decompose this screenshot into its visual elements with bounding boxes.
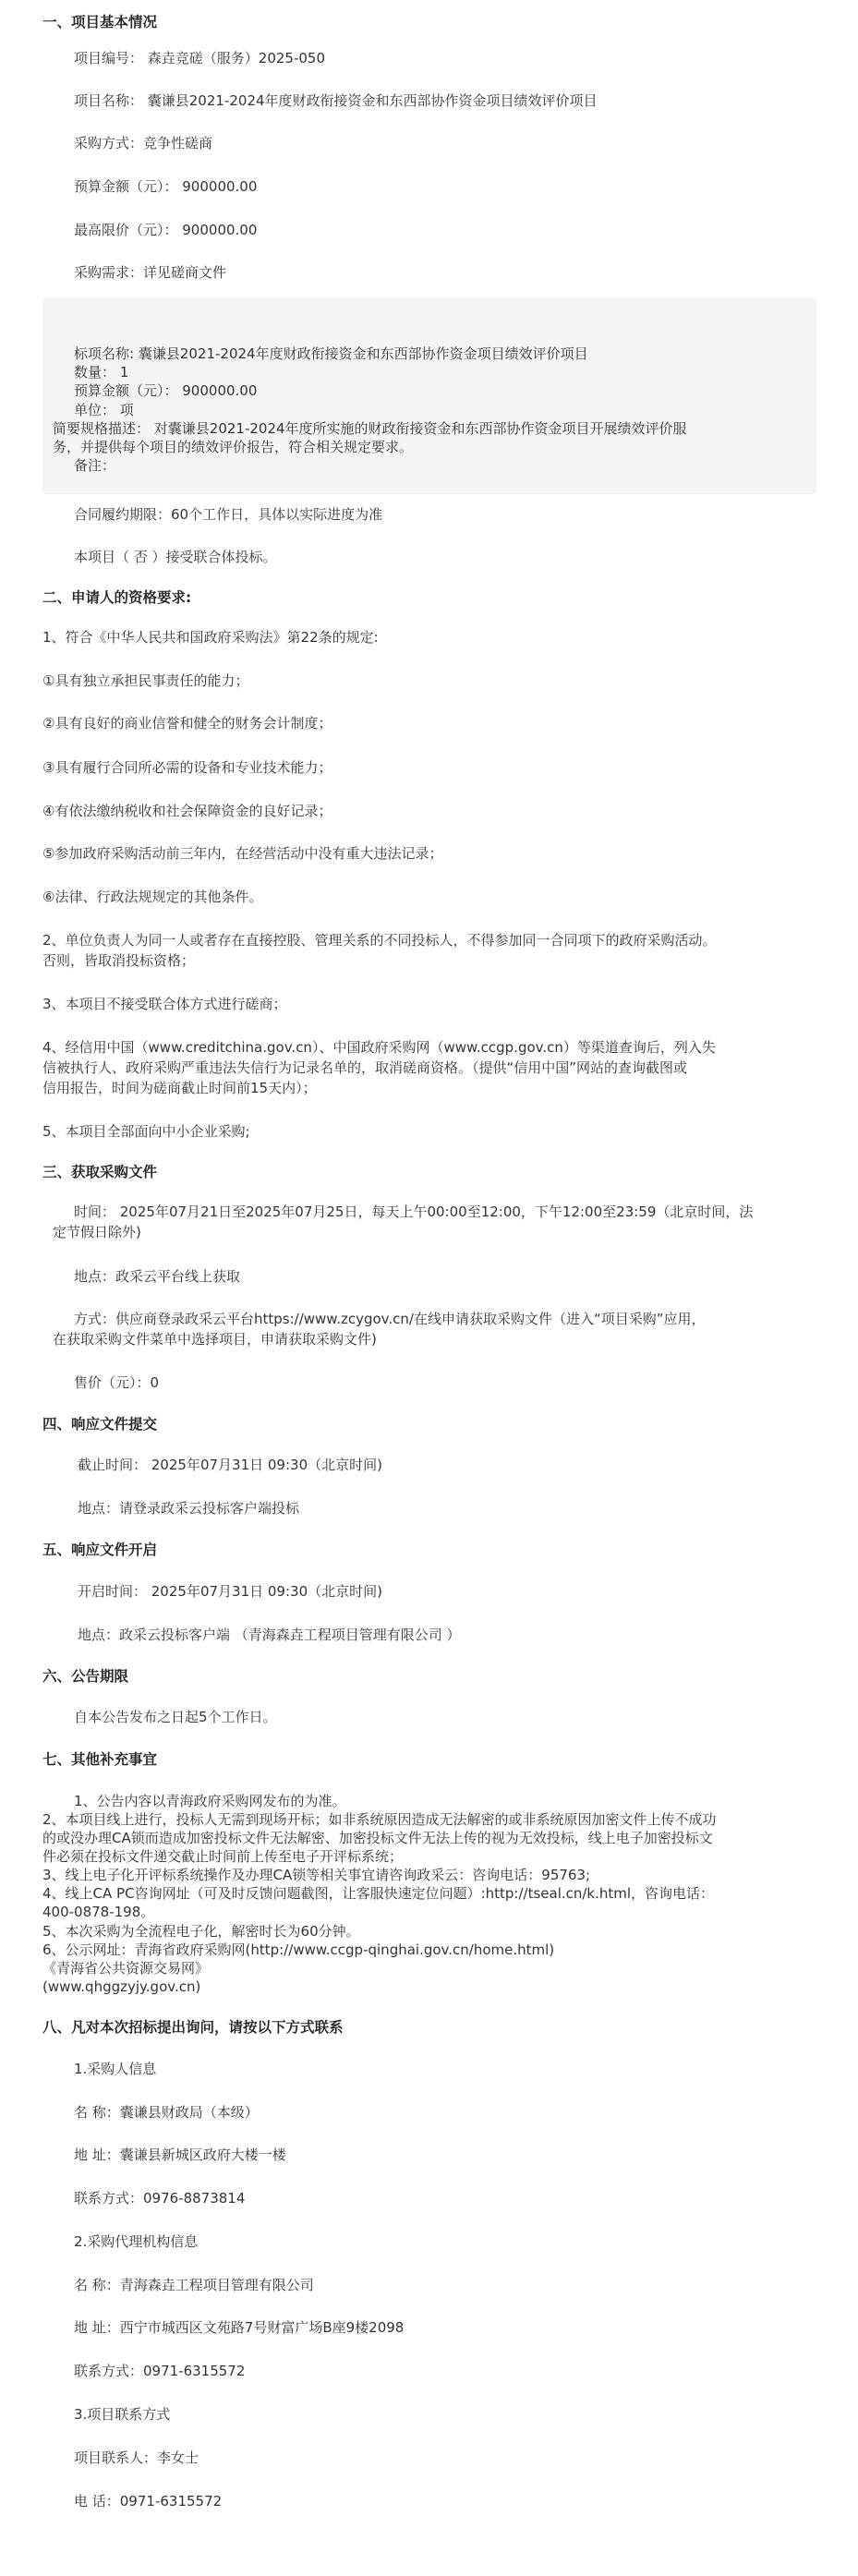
project-name: 项目名称： 囊谦县2021-2024年度财政衔接资金和东西部协作资金项目绩效评价项目 xyxy=(74,92,598,109)
supplement-line-6: 4、线上CA PC咨询网址（可及时反馈问题截图，让客服快速定位问题）:http://tseal.cn/k.html，咨询电话： xyxy=(42,1885,715,1902)
supplement-line-5: 3、线上电子化开评标系统操作及办理CA锁等相关事宜请咨询政采云：咨询电话：95763; xyxy=(42,1867,591,1883)
section-1-heading: 一、项目基本情况 xyxy=(42,14,158,30)
condition-1: ①具有独立承担民事责任的能力； xyxy=(42,672,249,689)
document-price: 售价（元）：0 xyxy=(74,1374,160,1391)
section-3-heading: 三、获取采购文件 xyxy=(42,1164,158,1180)
lot-spec-line1: 简要规格描述： 对囊谦县2021-2024年度所实施的财政衔接资金和东西部协作资金项目开展绩效评价服 xyxy=(53,420,687,437)
qualification-item-4-line2: 信被执行人、政府采购严重违法失信行为记录名单的，取消磋商资格。（提供“信用中国”网站的查询截图或 xyxy=(42,1059,688,1076)
lot-name: 标项名称: 囊谦县2021-2024年度财政衔接资金和东西部协作资金项目绩效评价项目 xyxy=(74,345,588,362)
budget-amount: 预算金额（元）： 900000.00 xyxy=(74,178,258,195)
supplement-line-1: 1、公告内容以青海政府采购网发布的为准。 xyxy=(74,1793,346,1809)
section-5-heading: 五、响应文件开启 xyxy=(42,1542,158,1558)
qualification-item-4-line3: 信用报告，时间为磋商截止时间前15天内）； xyxy=(42,1080,317,1096)
condition-3: ③具有履行合同所必需的设备和专业技术能力； xyxy=(42,759,332,776)
opening-time: 开启时间： 2025年07月31日 09:30（北京时间) xyxy=(78,1583,382,1600)
supplement-line-3: 的或没办理CA锁而造成加密投标文件无法解密、加密投标文件无法上传的视为无效投标，线上电子加密投标文 xyxy=(42,1830,713,1846)
supplement-line-4: 件必须在投标文件递交截止时间前上传至电子开评标系统； xyxy=(42,1848,404,1865)
acquire-place: 地点：政采云平台线上获取 xyxy=(74,1268,241,1285)
purchaser-info-title: 1.采购人信息 xyxy=(74,2061,157,2077)
section-8-heading: 八、凡对本次招标提出询问，请按以下方式联系 xyxy=(42,2019,344,2036)
section-7-heading: 七、其他补充事宜 xyxy=(42,1751,158,1768)
agency-phone: 联系方式：0971-6315572 xyxy=(74,2363,246,2379)
condition-2: ②具有良好的商业信誉和健全的财务会计制度； xyxy=(42,715,332,732)
acquire-time-line1: 时间： 2025年07月21日至2025年07月25日，每天上午00:00至12:00，下午12:00至23:59（北京时间，法 xyxy=(74,1203,754,1220)
consortium-note: 本项目（ 否 ）接受联合体投标。 xyxy=(74,549,277,565)
procurement-method: 采购方式：竞争性磋商 xyxy=(74,135,213,151)
condition-5: ⑤参加政府采购活动前三年内，在经营活动中没有重大违法记录； xyxy=(42,845,443,862)
lot-remark: 备注： xyxy=(74,457,116,474)
section-6-heading: 六、公告期限 xyxy=(42,1668,129,1685)
contract-period: 合同履约期限：60个工作日，具体以实际进度为准 xyxy=(74,506,383,523)
supplement-line-2: 2、本项目线上进行，投标人无需到现场开标；如非系统原因造成无法解密的或非系统原因加密文件上传不成功 xyxy=(42,1811,717,1828)
notice-period: 自本公告发布之日起5个工作日。 xyxy=(74,1709,277,1725)
lot-quantity: 数量： 1 xyxy=(74,364,129,381)
qualification-item-4-line1: 4、经信用中国（www.creditchina.gov.cn）、中国政府采购网（www.ccgp.gov.cn）等渠道查询后，列入失 xyxy=(42,1039,716,1056)
lot-budget: 预算金额（元）： 900000.00 xyxy=(74,382,258,399)
lot-unit: 单位： 项 xyxy=(74,402,134,418)
submission-place: 地点：请登录政采云投标客户端投标 xyxy=(78,1500,300,1517)
max-price: 最高限价（元）： 900000.00 xyxy=(74,222,258,238)
qualification-item-3: 3、本项目不接受联合体方式进行磋商； xyxy=(42,996,287,1012)
qualification-item-2-line2: 否则，皆取消投标资格； xyxy=(42,952,196,969)
condition-4: ④有依法缴纳税收和社会保障资金的良好记录； xyxy=(42,803,332,819)
project-contact-person: 项目联系人：李女士 xyxy=(74,2449,199,2466)
agency-name: 名 称：青海森垚工程项目管理有限公司 xyxy=(74,2277,314,2293)
section-2-heading: 二、申请人的资格要求: xyxy=(42,589,192,606)
qualification-item-5: 5、本项目全部面向中小企业采购; xyxy=(42,1123,250,1140)
acquire-way-line2: 在获取采购文件菜单中选择项目，申请获取采购文件) xyxy=(53,1331,377,1348)
project-contact-phone: 电 话：0971-6315572 xyxy=(74,2493,223,2509)
agency-info-title: 2.采购代理机构信息 xyxy=(74,2233,199,2250)
qualification-item-1: 1、符合《中华人民共和国政府采购法》第22条的规定: xyxy=(42,629,379,646)
supplement-line-8: 5、本次采购为全流程电子化，解密时长为60分钟。 xyxy=(42,1923,360,1940)
purchaser-phone: 联系方式：0976-8873814 xyxy=(74,2190,246,2207)
lot-spec-line2: 务，并提供每个项目的绩效评价报告，符合相关规定要求。 xyxy=(53,439,414,455)
condition-6: ⑥法律、行政法规规定的其他条件。 xyxy=(42,889,263,905)
purchaser-address: 地 址：囊谦县新城区政府大楼一楼 xyxy=(74,2147,286,2163)
project-contact-title: 3.项目联系方式 xyxy=(74,2406,171,2423)
purchaser-name: 名 称：囊谦县财政局（本级） xyxy=(74,2104,259,2121)
supplement-line-11: (www.qhggzyjy.gov.cn) xyxy=(42,1978,201,1995)
qualification-item-2-line1: 2、单位负责人为同一人或者存在直接控股、管理关系的不同投标人，不得参加同一合同项下的政府采购活动。 xyxy=(42,932,717,949)
submission-deadline: 截止时间： 2025年07月31日 09:30（北京时间) xyxy=(78,1457,382,1473)
project-number: 项目编号： 森垚竞磋（服务）2025-050 xyxy=(74,50,325,67)
opening-place: 地点：政采云投标客户端 （青海森垚工程项目管理有限公司 ） xyxy=(78,1627,461,1643)
acquire-time-line2: 定节假日除外) xyxy=(53,1224,141,1240)
agency-address: 地 址：西宁市城西区文苑路7号财富广场B座9楼2098 xyxy=(74,2319,405,2336)
procurement-demand: 采购需求：详见磋商文件 xyxy=(74,264,227,281)
section-4-heading: 四、响应文件提交 xyxy=(42,1416,158,1433)
supplement-line-9: 6、公示网址：青海省政府采购网(http://www.ccgp-qinghai.gov.cn/home.html) xyxy=(42,1941,555,1958)
acquire-way-line1: 方式：供应商登录政采云平台https://www.zcygov.cn/在线申请获取采购文件（进入“项目采购”应用， xyxy=(74,1311,706,1327)
supplement-line-10: 《青海省公共资源交易网》 xyxy=(42,1960,210,1977)
supplement-line-7: 400-0878-198。 xyxy=(42,1904,155,1920)
